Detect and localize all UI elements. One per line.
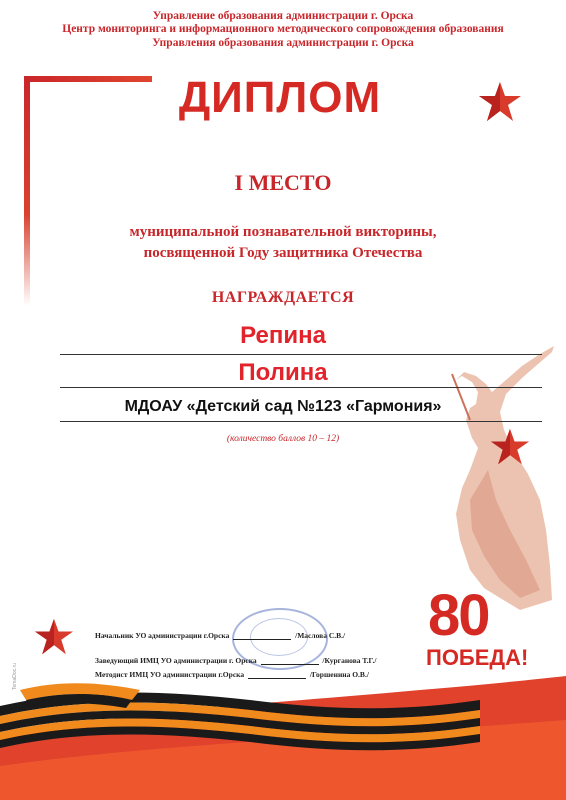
score-note: (количество баллов 10 – 12)	[226, 434, 340, 444]
signature-role: Начальник УО администрации г.Орска	[95, 631, 230, 640]
corner-frame-top	[24, 76, 152, 82]
signature-row	[95, 670, 369, 679]
signature-row	[95, 631, 345, 640]
recipient-first-name: Полина	[238, 359, 328, 386]
emblem-word: ПОБЕДА!	[426, 645, 529, 670]
recipient-organization: МДОАУ «Детский сад №123 «Гармония»	[124, 398, 442, 415]
signature-line	[261, 656, 319, 665]
header-line-3: Управления образования администрации г. Орска	[152, 37, 414, 49]
divider-line	[60, 387, 542, 388]
signature-line	[233, 631, 291, 640]
awarded-label: НАГРАЖДАЕТСЯ	[211, 289, 355, 306]
signature-row	[95, 656, 376, 665]
side-note: TemaDoc.ru	[12, 663, 18, 690]
description-line-2: посвященной Году защитника Отечества	[143, 245, 423, 261]
divider-line	[60, 354, 542, 355]
divider-line	[60, 421, 542, 422]
star-icon	[478, 82, 522, 122]
signature-role: Методист ИМЦ УО администрации г.Орска	[95, 670, 245, 679]
recipient-surname: Репина	[240, 322, 326, 349]
signature-name: /Маслова С.В./	[295, 631, 346, 640]
place-title: I МЕСТО	[234, 170, 332, 195]
star-icon	[490, 428, 530, 466]
signature-role: Заведующий ИМЦ УО администрации г. Орска	[95, 656, 257, 665]
header-line-2: Центр мониторинга и информационного методического сопровождения образования	[62, 23, 504, 35]
emblem-number: 80	[428, 583, 489, 648]
signature-name: /Курганова Т.Г./	[322, 656, 377, 665]
signature-line	[248, 670, 306, 679]
star-icon	[34, 618, 74, 656]
header-line-1: Управление образования администрации г. Орска	[152, 10, 414, 22]
description-line-1: муниципальной познавательной викторины,	[129, 224, 437, 240]
diploma-title: ДИПЛОМ	[178, 73, 382, 122]
signature-name: /Горшенина О.В./	[309, 670, 369, 679]
